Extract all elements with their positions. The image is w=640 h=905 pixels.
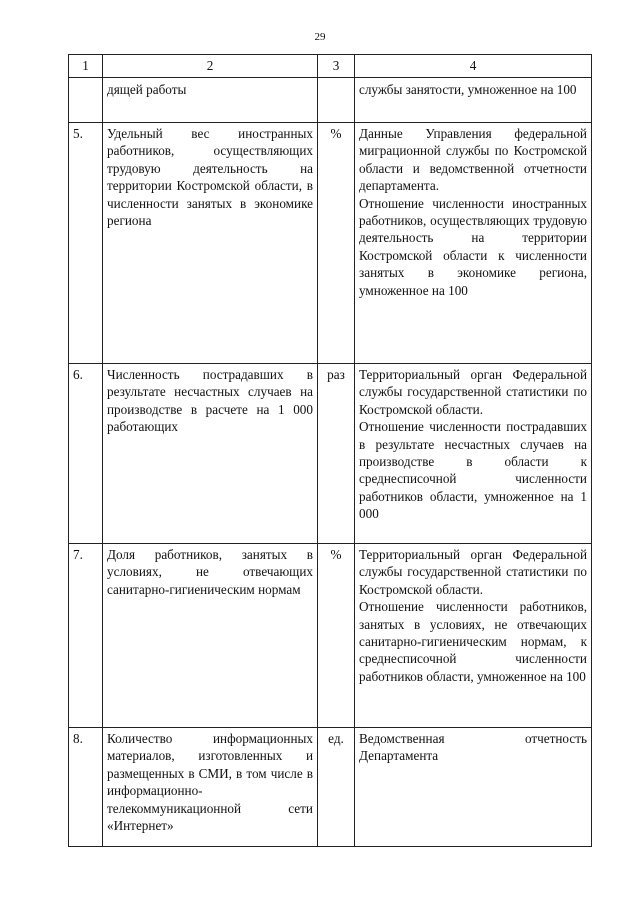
source-cell bbox=[355, 728, 592, 847]
indicator-cell: Удельный вес иностранных работников, осуществляющих трудовую деятельность на территории Костромской области, в численности занятых в экономике региона bbox=[103, 123, 318, 364]
header-cell-3: 3 bbox=[318, 55, 355, 78]
header-cell-2: 2 bbox=[103, 55, 318, 78]
unit-cell: ед. bbox=[318, 728, 355, 847]
source-text: Территориальный орган Федеральной службы государственной статистики по Костромской области. bbox=[359, 547, 587, 597]
continuation-unit-cell bbox=[318, 78, 355, 123]
source-text: Территориальный орган Федеральной службы государственной статистики по Костромской области. bbox=[359, 367, 587, 417]
indicator-cell: Доля работников, занятых в условиях, не отвечающих санитарно-гигиеническим нормам bbox=[103, 544, 318, 728]
indicators-table bbox=[68, 54, 592, 847]
indicator-cell: Численность пострадавших в результате несчастных случаев на производстве в расчете на 1 000 работающих bbox=[103, 364, 318, 544]
continuation-row bbox=[69, 78, 592, 123]
method-text: Отношение численности пострадавших в результате несчастных случаев на производстве в области к среднесписочной численности работников области, умноженное на 1 000 bbox=[359, 419, 587, 522]
table-row bbox=[69, 728, 592, 847]
header-cell-4: 4 bbox=[355, 55, 592, 78]
unit-cell: раз bbox=[318, 364, 355, 544]
continuation-num-cell bbox=[69, 78, 103, 123]
row-number: 6. bbox=[69, 364, 103, 544]
source-cell bbox=[355, 123, 592, 364]
row-number: 8. bbox=[69, 728, 103, 847]
table-row bbox=[69, 364, 592, 544]
indicator-cell: Количество информационных материалов, изготовленных и размещенных в СМИ, в том числе в информационно-телекоммуникационной сети «Интернет» bbox=[103, 728, 318, 847]
unit-cell: % bbox=[318, 123, 355, 364]
method-text: Отношение численности работников, занятых в условиях, не отвечающих санитарно-гигиеническим нормам, к среднесписочной численности работников области, умноженное на 100 bbox=[359, 599, 587, 684]
source-text: Данные Управления федеральной миграционной службы по Костромской области и ведомственной отчетности департамента. bbox=[359, 126, 587, 194]
continuation-indicator-cell: дящей работы bbox=[103, 78, 318, 123]
table-header-row bbox=[69, 55, 592, 78]
page-number: 29 bbox=[314, 31, 326, 43]
header-cell-1: 1 bbox=[69, 55, 103, 78]
unit-cell: % bbox=[318, 544, 355, 728]
row-number: 7. bbox=[69, 544, 103, 728]
method-text: Отношение численности иностранных работников, осуществляющих трудовую деятельность на территории Костромской области к численности занятых в экономике региона, умноженное на 100 bbox=[359, 195, 587, 298]
source-cell bbox=[355, 544, 592, 728]
source-cell bbox=[355, 364, 592, 544]
row-number: 5. bbox=[69, 123, 103, 364]
table-row bbox=[69, 544, 592, 728]
source-text: Ведомственная отчетность Департамента bbox=[359, 731, 587, 764]
table-row bbox=[69, 123, 592, 364]
continuation-method-cell: службы занятости, умноженное на 100 bbox=[355, 78, 592, 123]
